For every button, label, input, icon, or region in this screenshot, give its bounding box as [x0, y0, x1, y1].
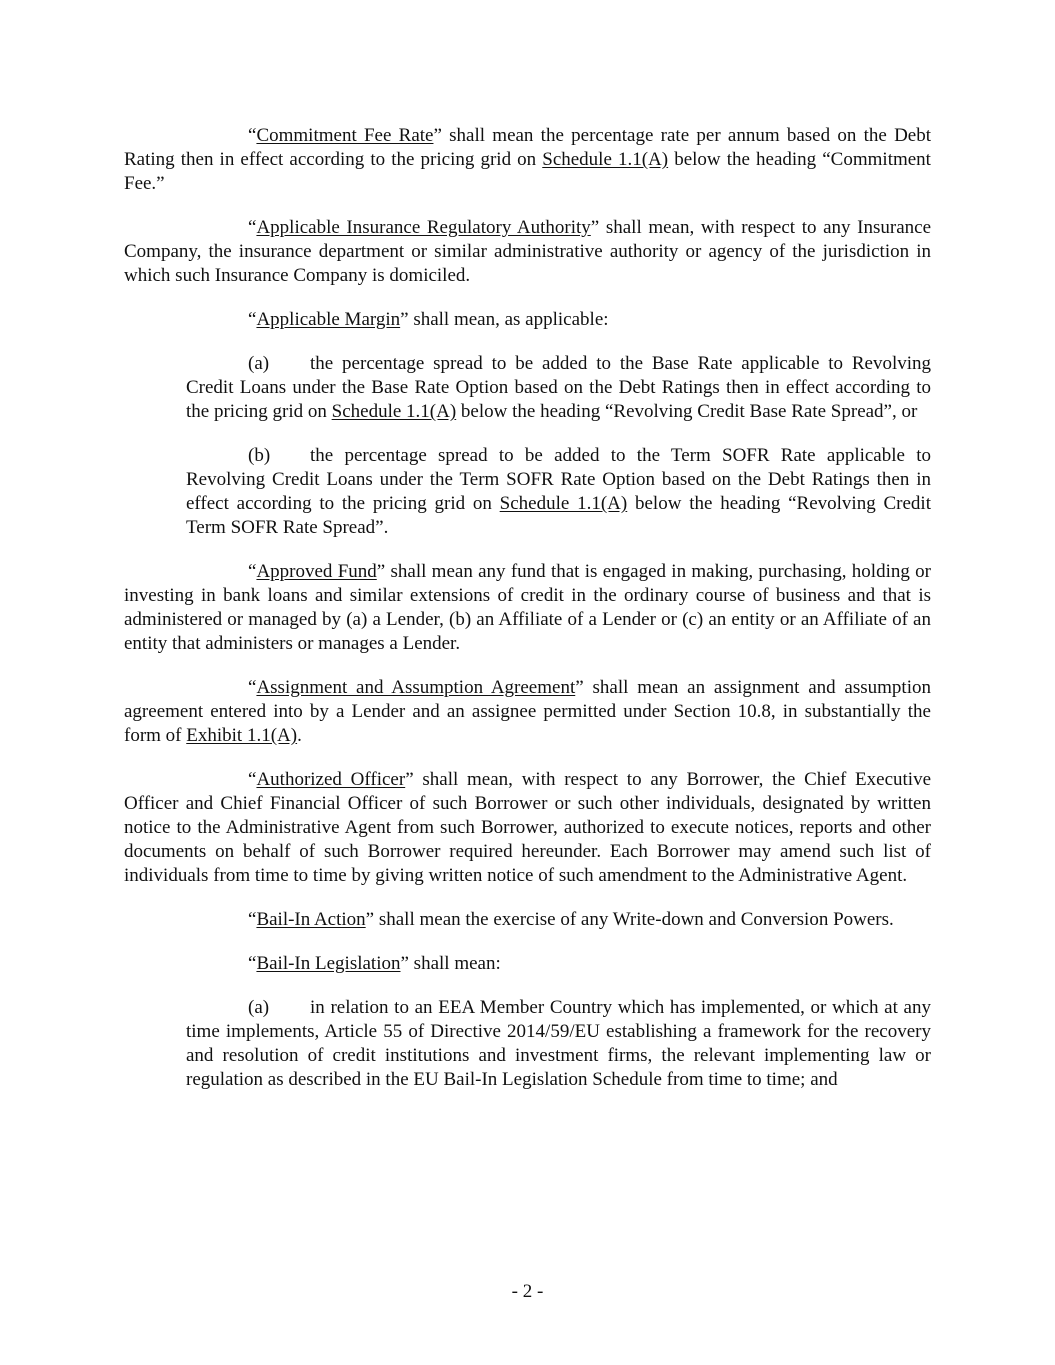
- definition-assignment-and-assumption-agreement: “Assignment and Assumption Agreement” shall mean an assignment and assumption agreement entered into by a Lender and an assignee permitted under Section 10.8, in substantially the form of Exhibit 1.1(A).: [124, 677, 931, 746]
- bail-in-legislation-item-a: [186, 996, 931, 1092]
- document-page: [124, 124, 931, 1112]
- definition-text: ” shall mean, with respect to any Insurance Company, the insurance department or similar administrative authority or agency of the jurisdiction in which such Insurance Company is domiciled.: [124, 217, 931, 286]
- page-number: - 2 -: [511, 1281, 544, 1302]
- definition-applicable-margin: “Applicable Margin” shall mean, as applicable:: [248, 309, 609, 330]
- definition-text: ” shall mean:: [400, 953, 501, 974]
- definition-text: ” shall mean any fund that is engaged in making, purchasing, holding or investing in bank loans and similar extensions of credit in the ordinary course of business and that is administered or managed by (a) a Lender, (b) an Affiliate of a Lender or (c) an entity or an Affiliate of an entity that administers or manages a Lender.: [124, 561, 931, 654]
- definition-bail-in-action: “Bail-In Action” shall mean the exercise of any Write-down and Conversion Powers.: [248, 909, 894, 930]
- defined-term: Applicable Insurance Regulatory Authority: [256, 217, 591, 238]
- item-text: the percentage spread to be added to the Term SOFR Rate applicable to Revolving Credit Loans under the Term SOFR Rate Option based on the Debt Ratings then in effect according to the pricing grid on: [186, 445, 931, 514]
- defined-term: Bail-In Legislation: [256, 953, 401, 974]
- item-text: the percentage spread to be added to the Base Rate applicable to Revolving Credit Loans under the Base Rate Option based on the Debt Ratings then in effect according to the pricing grid on: [186, 353, 931, 422]
- item-text: below the heading “Revolving Credit Base Rate Spread”, or: [456, 401, 918, 422]
- schedule-reference: Schedule 1.1(A): [542, 149, 669, 170]
- schedule-reference: Schedule 1.1(A): [499, 493, 628, 514]
- item-text: below the heading “Revolving Credit Term SOFR Rate Spread”.: [186, 493, 931, 538]
- applicable-margin-item-b: [186, 444, 931, 540]
- definition-bail-in-legislation: “Bail-In Legislation” shall mean:: [248, 953, 501, 974]
- defined-term: Assignment and Assumption Agreement: [256, 677, 576, 698]
- defined-term: Commitment Fee Rate: [256, 125, 434, 146]
- defined-term: Approved Fund: [256, 561, 377, 582]
- definition-approved-fund: “Approved Fund” shall mean any fund that is engaged in making, purchasing, holding or investing in bank loans and similar extensions of credit in the ordinary course of business and that is administered or managed by (a) a Lender, (b) an Affiliate of a Lender or (c) an entity or an Affiliate of an entity that administers or manages a Lender.: [124, 561, 931, 654]
- definition-text: .: [297, 725, 302, 746]
- definition-commitment-fee-rate: “Commitment Fee Rate” shall mean the percentage rate per annum based on the Debt Rating then in effect according to the pricing grid on Schedule 1.1(A) below the heading “Commitment Fee.”: [124, 125, 932, 194]
- item-label: (a): [248, 997, 270, 1018]
- definition-text: ” shall mean, with respect to any Borrower, the Chief Executive Officer and Chief Financial Officer of such Borrower or such other individuals, designated by written notice to the Administrative Agent from such Borrower, authorized to execute notices, reports and other documents on behalf of such Borrower required hereunder. Each Borrower may amend such list of individuals from time to time by giving written notice of such amendment to the Administrative Agent.: [124, 769, 932, 886]
- defined-term: Authorized Officer: [256, 769, 406, 790]
- definition-text: ” shall mean, as applicable:: [400, 309, 609, 330]
- definition-text: ” shall mean the exercise of any Write-down and Conversion Powers.: [365, 909, 894, 930]
- definition-text: ” shall mean the percentage rate per annum based on the Debt Rating then in effect according to the pricing grid on: [124, 125, 932, 170]
- defined-term: Bail-In Action: [256, 909, 366, 930]
- item-text: in relation to an EEA Member Country which has implemented, or which at any time implements, Article 55 of Directive 2014/59/EU establishing a framework for the recovery and resolution of credit institutions and investment firms, the relevant implementing law or regulation as described in the EU Bail-In Legislation Schedule from time to time; and: [186, 997, 931, 1090]
- item-label: (a): [248, 353, 270, 374]
- definition-text: below the heading “Commitment Fee.”: [124, 149, 931, 194]
- definition-text: ” shall mean an assignment and assumption agreement entered into by a Lender and an assignee permitted under Section 10.8, in substantially the form of: [124, 677, 931, 746]
- definition-applicable-insurance-regulatory-authority: “Applicable Insurance Regulatory Authority” shall mean, with respect to any Insurance Company, the insurance department or similar administrative authority or agency of the jurisdiction in which such Insurance Company is domiciled.: [124, 217, 931, 286]
- exhibit-reference: Exhibit 1.1(A): [186, 725, 298, 746]
- item-label: (b): [248, 445, 271, 466]
- schedule-reference: Schedule 1.1(A): [331, 401, 457, 422]
- applicable-margin-item-a: [186, 352, 931, 424]
- defined-term: Applicable Margin: [256, 309, 401, 330]
- definition-authorized-officer: “Authorized Officer” shall mean, with respect to any Borrower, the Chief Executive Officer and Chief Financial Officer of such Borrower or such other individuals, designated by written notice to the Administrative Agent from such Borrower, authorized to execute notices, reports and other documents on behalf of such Borrower required hereunder. Each Borrower may amend such list of individuals from time to time by giving written notice of such amendment to the Administrative Agent.: [124, 769, 932, 886]
